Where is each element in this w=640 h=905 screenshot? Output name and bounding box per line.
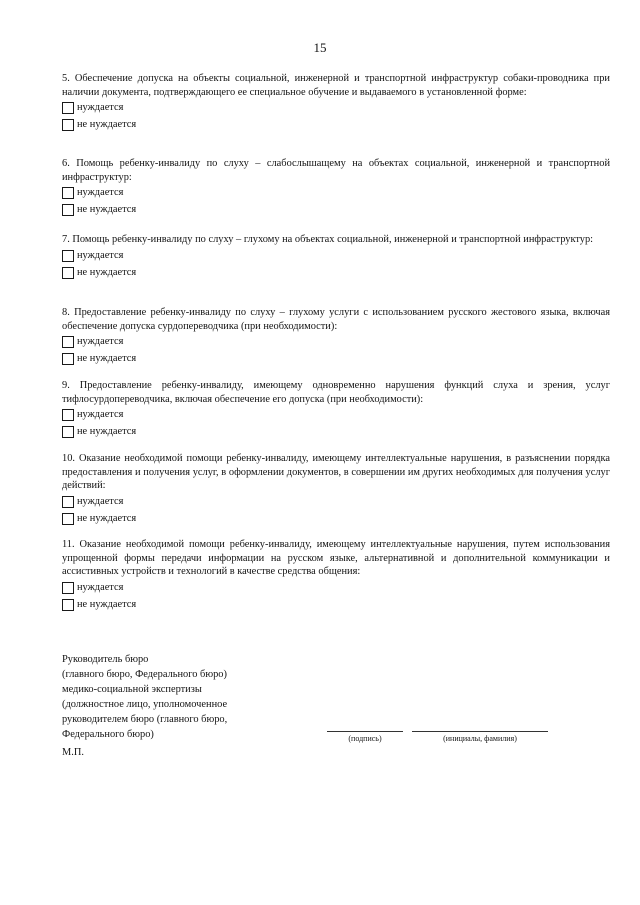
question-9 (62, 379, 610, 440)
option-label: нуждается (77, 249, 124, 261)
initials-caption: (инициалы, фамилия) (412, 731, 548, 743)
option-not-needs[interactable] (62, 117, 610, 133)
checkbox[interactable] (62, 102, 74, 114)
option-label: нуждается (77, 102, 124, 114)
option-needs[interactable] (62, 100, 610, 116)
checkbox[interactable] (62, 204, 74, 216)
option-label: нуждается (77, 581, 124, 593)
option-label: не нуждается (77, 426, 137, 438)
signer-block (62, 652, 322, 742)
checkbox[interactable] (62, 119, 74, 131)
option-label: нуждается (77, 409, 124, 421)
question-text: 10. Оказание необходимой помощи ребенку-инвалиду, имеющему интеллектуальные нарушения, в разъяснении порядка предоставления и получения услуг, в оформлении документов, в совершении им других необходимых для получения услуг действий: (62, 453, 610, 491)
question-text: 9. Предоставление ребенку-инвалиду, имеющему одновременно нарушения функций слуха и зрения, услуг тифлосурдопереводчика, включая обеспечение его допуска (при необходимости): (62, 380, 610, 405)
checkbox[interactable] (62, 426, 74, 438)
signature-caption: (подпись) (327, 731, 403, 743)
option-needs[interactable] (62, 580, 610, 596)
signer-line: Руководитель бюро (62, 654, 149, 665)
question-text: 11. Оказание необходимой помощи ребенку-инвалиду, имеющему интеллектуальные нарушения, путем использования упрощенной формы передачи информации на русском языке, альтернативной и дополнительной коммуникации и ассистивных устройств и технологий в качестве средства общения: (62, 539, 610, 577)
checkbox[interactable] (62, 599, 74, 611)
option-label: нуждается (77, 495, 124, 507)
checkbox[interactable] (62, 336, 74, 348)
option-not-needs[interactable] (62, 511, 610, 527)
question-text: 6. Помощь ребенку-инвалиду по слуху – слабослышащему на объектах социальной, инженерной и транспортной инфраструктур: (62, 158, 610, 183)
checkbox[interactable] (62, 187, 74, 199)
option-needs[interactable] (62, 185, 610, 201)
option-not-needs[interactable] (62, 202, 610, 218)
signature-field[interactable] (327, 731, 403, 743)
option-label: не нуждается (77, 353, 137, 365)
question-8 (62, 306, 610, 367)
option-label: не нуждается (77, 119, 137, 131)
option-needs[interactable] (62, 248, 610, 264)
checkbox[interactable] (62, 250, 74, 262)
option-not-needs[interactable] (62, 351, 610, 367)
page-number: 15 (313, 40, 327, 55)
option-not-needs[interactable] (62, 424, 610, 440)
checkbox[interactable] (62, 353, 74, 365)
option-not-needs[interactable] (62, 597, 610, 613)
question-text: 7. Помощь ребенку-инвалиду по слуху – глухому на объектах социальной, инженерной и транспортной инфраструктур: (62, 234, 594, 245)
option-not-needs[interactable] (62, 265, 610, 281)
checkbox[interactable] (62, 496, 74, 508)
signer-line: (должностное лицо, уполномоченное (62, 699, 228, 710)
signer-line: Федерального бюро) (62, 729, 154, 740)
option-label: нуждается (77, 336, 124, 348)
signer-line: руководителем бюро (главного бюро, (62, 714, 228, 725)
question-11 (62, 538, 610, 613)
question-5 (62, 72, 610, 133)
checkbox[interactable] (62, 409, 74, 421)
option-label: не нуждается (77, 512, 137, 524)
initials-field[interactable] (412, 731, 548, 743)
option-needs[interactable] (62, 334, 610, 350)
option-label: не нуждается (77, 598, 137, 610)
option-needs[interactable] (62, 494, 610, 510)
checkbox[interactable] (62, 582, 74, 594)
question-text: 5. Обеспечение допуска на объекты социальной, инженерной и транспортной инфраструктур собаки-проводника при наличии документа, подтверждающего ее специальное обучение и выдаваемого в установленной форме: (62, 73, 610, 98)
option-label: нуждается (77, 187, 124, 199)
signer-line: медико-социальной экспертизы (62, 684, 202, 695)
question-10 (62, 452, 610, 527)
option-label: не нуждается (77, 266, 137, 278)
checkbox[interactable] (62, 513, 74, 525)
option-label: не нуждается (77, 204, 137, 216)
signer-line: (главного бюро, Федерального бюро) (62, 669, 227, 680)
option-needs[interactable] (62, 407, 610, 423)
stamp-placeholder: М.П. (62, 747, 84, 758)
question-6 (62, 157, 610, 218)
question-text: 8. Предоставление ребенку-инвалиду по слуху – глухому услуги с использованием русского жестового языка, включая обеспечение допуска сурдопереводчика (при необходимости): (62, 307, 610, 332)
question-7 (62, 233, 610, 281)
checkbox[interactable] (62, 267, 74, 279)
